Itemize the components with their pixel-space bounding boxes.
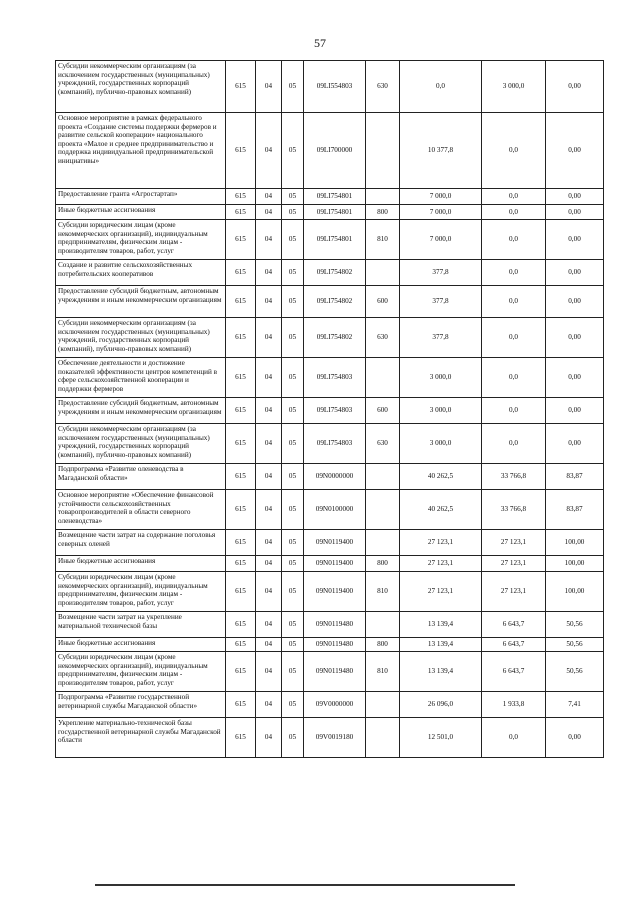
row-fact-cell: 0,0 xyxy=(482,718,546,758)
table-row xyxy=(56,286,604,318)
row-name-cell: Субсидии некоммерческим организациям (за исключением государственных (муниципальных) учреждений, государственных корпораций (компаний), публично-правовых компаний) xyxy=(56,318,226,358)
row-subsection-cell: 05 xyxy=(282,424,304,464)
row-target-code-cell: 09N0119480 xyxy=(304,652,366,692)
table-row xyxy=(56,464,604,490)
table-row xyxy=(56,205,604,220)
row-expense-type-cell xyxy=(366,718,400,758)
table-row xyxy=(56,612,604,638)
row-name-cell: Субсидии юридическим лицам (кроме некоммерческих организаций), индивидуальным предпринимателям, физическим лицам - производителям товаров, работ, услуг xyxy=(56,652,226,692)
row-ved-cell: 615 xyxy=(226,113,256,189)
row-section-cell: 04 xyxy=(256,718,282,758)
row-percent-cell: 0,00 xyxy=(546,220,604,260)
row-name-cell: Иные бюджетные ассигнования xyxy=(56,638,226,652)
row-plan-cell: 7 000,0 xyxy=(400,220,482,260)
row-target-code-cell: 09N0000000 xyxy=(304,464,366,490)
table-row xyxy=(56,318,604,358)
row-subsection-cell: 05 xyxy=(282,530,304,556)
row-fact-cell: 0,0 xyxy=(482,286,546,318)
row-section-cell: 04 xyxy=(256,572,282,612)
row-section-cell: 04 xyxy=(256,61,282,113)
table-row xyxy=(56,189,604,205)
row-subsection-cell: 05 xyxy=(282,358,304,398)
row-name-cell: Подпрограмма «Развитие государственной ветеринарной службы Магаданской области» xyxy=(56,692,226,718)
row-percent-cell: 100,00 xyxy=(546,530,604,556)
row-target-code-cell: 09V0019180 xyxy=(304,718,366,758)
row-percent-cell: 50,56 xyxy=(546,652,604,692)
row-percent-cell: 0,00 xyxy=(546,113,604,189)
row-percent-cell: 50,56 xyxy=(546,638,604,652)
row-section-cell: 04 xyxy=(256,530,282,556)
table-row xyxy=(56,358,604,398)
row-target-code-cell: 09LI754801 xyxy=(304,189,366,205)
row-ved-cell: 615 xyxy=(226,718,256,758)
row-expense-type-cell: 810 xyxy=(366,572,400,612)
table-row xyxy=(56,572,604,612)
row-subsection-cell: 05 xyxy=(282,718,304,758)
row-subsection-cell: 05 xyxy=(282,189,304,205)
row-percent-cell: 0,00 xyxy=(546,189,604,205)
row-fact-cell: 0,0 xyxy=(482,260,546,286)
row-expense-type-cell xyxy=(366,464,400,490)
row-target-code-cell: 09N0100000 xyxy=(304,490,366,530)
row-name-cell: Укрепление материально-технической базы государственной ветеринарной службы Магаданской области xyxy=(56,718,226,758)
row-expense-type-cell xyxy=(366,612,400,638)
row-name-cell: Субсидии некоммерческим организациям (за исключением государственных (муниципальных) учреждений, государственных корпораций (компаний), публично-правовых компаний) xyxy=(56,61,226,113)
row-section-cell: 04 xyxy=(256,220,282,260)
row-name-cell: Основное мероприятие «Обеспечение финансовой устойчивости сельскохозяйственных товаропроизводителей в области северного оленеводства» xyxy=(56,490,226,530)
row-percent-cell: 50,56 xyxy=(546,612,604,638)
row-subsection-cell: 05 xyxy=(282,286,304,318)
row-expense-type-cell xyxy=(366,490,400,530)
table-row xyxy=(56,424,604,464)
row-section-cell: 04 xyxy=(256,424,282,464)
row-name-cell: Создание и развитие сельскохозяйственных потребительских кооперативов xyxy=(56,260,226,286)
row-subsection-cell: 05 xyxy=(282,612,304,638)
row-target-code-cell: 09LI754803 xyxy=(304,398,366,424)
row-plan-cell: 12 501,0 xyxy=(400,718,482,758)
row-subsection-cell: 05 xyxy=(282,556,304,572)
row-name-cell: Возмещение части затрат на содержание поголовья северных оленей xyxy=(56,530,226,556)
row-ved-cell: 615 xyxy=(226,61,256,113)
row-plan-cell: 40 262,5 xyxy=(400,464,482,490)
row-expense-type-cell: 810 xyxy=(366,652,400,692)
row-fact-cell: 0,0 xyxy=(482,318,546,358)
row-fact-cell: 33 766,8 xyxy=(482,490,546,530)
row-percent-cell: 7,41 xyxy=(546,692,604,718)
row-ved-cell: 615 xyxy=(226,398,256,424)
row-expense-type-cell: 630 xyxy=(366,318,400,358)
row-section-cell: 04 xyxy=(256,113,282,189)
row-name-cell: Основное мероприятие в рамках федерального проекта «Создание системы поддержки фермеров и развитие сельской кооперации» национального проекта «Малое и среднее предпринимательство и поддержка индивидуальной предпринимательской инициативы» xyxy=(56,113,226,189)
table-body xyxy=(56,61,604,758)
row-target-code-cell: 09LI554803 xyxy=(304,61,366,113)
row-plan-cell: 13 139,4 xyxy=(400,652,482,692)
row-name-cell: Возмещение части затрат на укрепление материальной технической базы xyxy=(56,612,226,638)
row-percent-cell: 100,00 xyxy=(546,572,604,612)
table-row xyxy=(56,61,604,113)
row-plan-cell: 377,8 xyxy=(400,260,482,286)
row-plan-cell: 377,8 xyxy=(400,286,482,318)
row-target-code-cell: 09N0119400 xyxy=(304,556,366,572)
row-subsection-cell: 05 xyxy=(282,490,304,530)
row-name-cell: Иные бюджетные ассигнования xyxy=(56,205,226,220)
row-fact-cell: 1 933,8 xyxy=(482,692,546,718)
row-name-cell: Субсидии юридическим лицам (кроме некоммерческих организаций), индивидуальным предпринимателям, физическим лицам - производителям товаров, работ, услуг xyxy=(56,220,226,260)
row-name-cell: Предоставление гранта «Агростартап» xyxy=(56,189,226,205)
row-plan-cell: 40 262,5 xyxy=(400,490,482,530)
row-expense-type-cell: 810 xyxy=(366,220,400,260)
row-plan-cell: 26 096,0 xyxy=(400,692,482,718)
row-fact-cell: 0,0 xyxy=(482,113,546,189)
row-expense-type-cell xyxy=(366,260,400,286)
row-target-code-cell: 09N0119480 xyxy=(304,638,366,652)
row-target-code-cell: 09LI754801 xyxy=(304,220,366,260)
row-expense-type-cell xyxy=(366,692,400,718)
row-fact-cell: 27 123,1 xyxy=(482,572,546,612)
row-plan-cell: 27 123,1 xyxy=(400,530,482,556)
row-name-cell: Обеспечение деятельности и достижение показателей эффективности центров компетенций в сфере сельскохозяйственной кооперации и поддержки фермеров xyxy=(56,358,226,398)
row-ved-cell: 615 xyxy=(226,556,256,572)
row-target-code-cell: 09V0000000 xyxy=(304,692,366,718)
row-plan-cell: 0,0 xyxy=(400,61,482,113)
row-plan-cell: 3 000,0 xyxy=(400,358,482,398)
row-section-cell: 04 xyxy=(256,490,282,530)
row-plan-cell: 27 123,1 xyxy=(400,572,482,612)
row-fact-cell: 0,0 xyxy=(482,189,546,205)
row-target-code-cell: 09N0119480 xyxy=(304,612,366,638)
row-percent-cell: 0,00 xyxy=(546,205,604,220)
table-row xyxy=(56,556,604,572)
row-expense-type-cell: 600 xyxy=(366,398,400,424)
row-section-cell: 04 xyxy=(256,692,282,718)
table-row xyxy=(56,398,604,424)
row-expense-type-cell xyxy=(366,189,400,205)
row-name-cell: Субсидии некоммерческим организациям (за исключением государственных (муниципальных) учреждений, государственных корпораций (компаний), публично-правовых компаний) xyxy=(56,424,226,464)
row-percent-cell: 83,87 xyxy=(546,490,604,530)
row-section-cell: 04 xyxy=(256,638,282,652)
row-expense-type-cell xyxy=(366,530,400,556)
row-fact-cell: 6 643,7 xyxy=(482,638,546,652)
row-fact-cell: 6 643,7 xyxy=(482,612,546,638)
row-fact-cell: 0,0 xyxy=(482,358,546,398)
row-subsection-cell: 05 xyxy=(282,572,304,612)
row-fact-cell: 0,0 xyxy=(482,398,546,424)
row-fact-cell: 3 000,0 xyxy=(482,61,546,113)
row-fact-cell: 27 123,1 xyxy=(482,530,546,556)
row-fact-cell: 0,0 xyxy=(482,220,546,260)
row-ved-cell: 615 xyxy=(226,424,256,464)
row-percent-cell: 0,00 xyxy=(546,424,604,464)
row-ved-cell: 615 xyxy=(226,286,256,318)
row-section-cell: 04 xyxy=(256,358,282,398)
table-row xyxy=(56,530,604,556)
budget-table xyxy=(55,60,604,758)
row-section-cell: 04 xyxy=(256,398,282,424)
row-percent-cell: 100,00 xyxy=(546,556,604,572)
row-plan-cell: 7 000,0 xyxy=(400,205,482,220)
row-target-code-cell: 09LI754803 xyxy=(304,358,366,398)
row-subsection-cell: 05 xyxy=(282,464,304,490)
row-ved-cell: 615 xyxy=(226,260,256,286)
row-plan-cell: 27 123,1 xyxy=(400,556,482,572)
row-expense-type-cell xyxy=(366,113,400,189)
row-name-cell: Предоставление субсидий бюджетным, автономным учреждениям и иным некоммерческим организациям xyxy=(56,286,226,318)
row-percent-cell: 0,00 xyxy=(546,358,604,398)
row-ved-cell: 615 xyxy=(226,490,256,530)
table-row xyxy=(56,220,604,260)
row-ved-cell: 615 xyxy=(226,318,256,358)
row-subsection-cell: 05 xyxy=(282,638,304,652)
footer-rule xyxy=(95,884,515,886)
row-name-cell: Подпрограмма «Развитие оленеводства в Магаданской области» xyxy=(56,464,226,490)
row-percent-cell: 0,00 xyxy=(546,61,604,113)
table-row xyxy=(56,490,604,530)
row-target-code-cell: 09LI754802 xyxy=(304,318,366,358)
row-plan-cell: 13 139,4 xyxy=(400,638,482,652)
row-subsection-cell: 05 xyxy=(282,652,304,692)
row-ved-cell: 615 xyxy=(226,205,256,220)
row-subsection-cell: 05 xyxy=(282,260,304,286)
row-ved-cell: 615 xyxy=(226,189,256,205)
row-section-cell: 04 xyxy=(256,318,282,358)
row-subsection-cell: 05 xyxy=(282,318,304,358)
row-subsection-cell: 05 xyxy=(282,205,304,220)
row-plan-cell: 3 000,0 xyxy=(400,398,482,424)
row-subsection-cell: 05 xyxy=(282,398,304,424)
table-row xyxy=(56,260,604,286)
row-subsection-cell: 05 xyxy=(282,220,304,260)
row-ved-cell: 615 xyxy=(226,652,256,692)
row-percent-cell: 0,00 xyxy=(546,398,604,424)
row-percent-cell: 0,00 xyxy=(546,260,604,286)
row-ved-cell: 615 xyxy=(226,530,256,556)
table-row xyxy=(56,638,604,652)
row-plan-cell: 13 139,4 xyxy=(400,612,482,638)
row-section-cell: 04 xyxy=(256,612,282,638)
row-expense-type-cell: 630 xyxy=(366,61,400,113)
row-fact-cell: 27 123,1 xyxy=(482,556,546,572)
table-row xyxy=(56,113,604,189)
row-fact-cell: 6 643,7 xyxy=(482,652,546,692)
row-percent-cell: 83,87 xyxy=(546,464,604,490)
row-subsection-cell: 05 xyxy=(282,113,304,189)
row-expense-type-cell: 630 xyxy=(366,424,400,464)
row-expense-type-cell: 600 xyxy=(366,286,400,318)
row-percent-cell: 0,00 xyxy=(546,718,604,758)
row-plan-cell: 10 377,8 xyxy=(400,113,482,189)
row-section-cell: 04 xyxy=(256,189,282,205)
row-ved-cell: 615 xyxy=(226,464,256,490)
row-target-code-cell: 09LI754803 xyxy=(304,424,366,464)
row-section-cell: 04 xyxy=(256,464,282,490)
row-ved-cell: 615 xyxy=(226,638,256,652)
row-target-code-cell: 09LI754802 xyxy=(304,260,366,286)
table-row xyxy=(56,692,604,718)
row-target-code-cell: 09LI754802 xyxy=(304,286,366,318)
row-expense-type-cell xyxy=(366,358,400,398)
row-subsection-cell: 05 xyxy=(282,692,304,718)
row-section-cell: 04 xyxy=(256,556,282,572)
row-fact-cell: 0,0 xyxy=(482,205,546,220)
row-plan-cell: 3 000,0 xyxy=(400,424,482,464)
row-name-cell: Предоставление субсидий бюджетным, автономным учреждениям и иным некоммерческим организациям xyxy=(56,398,226,424)
table-row xyxy=(56,652,604,692)
page-number: 57 xyxy=(314,36,326,50)
row-expense-type-cell: 800 xyxy=(366,205,400,220)
row-fact-cell: 0,0 xyxy=(482,424,546,464)
row-subsection-cell: 05 xyxy=(282,61,304,113)
row-target-code-cell: 09LI700000 xyxy=(304,113,366,189)
row-fact-cell: 33 766,8 xyxy=(482,464,546,490)
row-plan-cell: 7 000,0 xyxy=(400,189,482,205)
row-section-cell: 04 xyxy=(256,652,282,692)
row-percent-cell: 0,00 xyxy=(546,318,604,358)
row-expense-type-cell: 800 xyxy=(366,556,400,572)
row-name-cell: Субсидии юридическим лицам (кроме некоммерческих организаций), индивидуальным предпринимателям, физическим лицам - производителям товаров, работ, услуг xyxy=(56,572,226,612)
row-ved-cell: 615 xyxy=(226,692,256,718)
row-target-code-cell: 09N0119400 xyxy=(304,530,366,556)
row-expense-type-cell: 800 xyxy=(366,638,400,652)
table-row xyxy=(56,718,604,758)
row-percent-cell: 0,00 xyxy=(546,286,604,318)
row-name-cell: Иные бюджетные ассигнования xyxy=(56,556,226,572)
row-plan-cell: 377,8 xyxy=(400,318,482,358)
row-section-cell: 04 xyxy=(256,260,282,286)
row-ved-cell: 615 xyxy=(226,572,256,612)
row-section-cell: 04 xyxy=(256,286,282,318)
row-section-cell: 04 xyxy=(256,205,282,220)
row-target-code-cell: 09N0119400 xyxy=(304,572,366,612)
row-ved-cell: 615 xyxy=(226,220,256,260)
row-ved-cell: 615 xyxy=(226,358,256,398)
row-ved-cell: 615 xyxy=(226,612,256,638)
row-target-code-cell: 09LI754801 xyxy=(304,205,366,220)
